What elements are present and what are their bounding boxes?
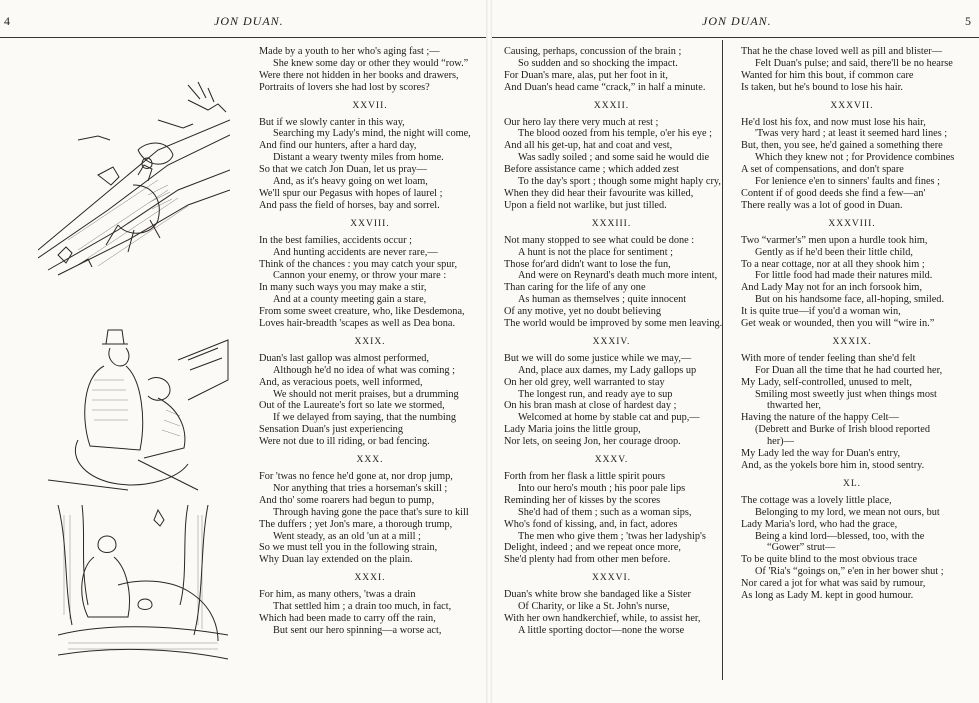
verse-line: Of 'Ria's “goings on,” e'en in her bower shut ; [755, 566, 944, 578]
verse-line: And, as it's heavy going on wet loam, [273, 176, 428, 188]
hunting-fall-illustration [38, 80, 230, 290]
verse-line: Were not due to ill riding, or bad fencing. [259, 436, 430, 448]
stanza-number: XXXIX. [832, 336, 872, 347]
verse-line: Nor cared a jot for what was said by rumour, [741, 578, 926, 590]
verse-line: To a near cottage, nor at all they shook him ; [741, 258, 925, 270]
verse-line: Of any motive, yet no doubt believing [504, 306, 661, 318]
verse-line: Were there not hidden in her books and drawers, [259, 69, 459, 81]
verse-line: Portraits of lovers she had lost by scores? [259, 81, 430, 93]
verse-line: For little food had made their natures mild. [755, 270, 933, 282]
verse-line: Duan's last gallop was almost performed, [259, 352, 429, 364]
verse-line: Made by a youth to her who's aging fast ;— [259, 46, 440, 57]
verse-line: There really was a lot of good in Duan. [741, 199, 903, 211]
verse-line: Although he'd no idea of what was coming ; [273, 364, 456, 376]
verse-line: Gently as if he'd been their little child, [755, 246, 913, 258]
stanza-number: XXXII. [593, 100, 630, 111]
verse-line: Having the nature of the happy Celt— [741, 412, 899, 424]
left-header-rule [0, 37, 486, 38]
verse-line: Get weak or wounded, then you will “wire in.” [741, 318, 935, 330]
verse-line: Wanted for him this bout, if common care [741, 69, 914, 81]
verse-line: For Duan's mare, alas, put her foot in it, [504, 69, 668, 81]
verse-line: Lady Maria's lord, who had the grace, [741, 518, 898, 530]
verse-line: And, place aux dames, my Lady gallops up [518, 364, 697, 376]
verse-line: As long as Lady M. kept in good humour. [741, 590, 914, 602]
verse-line: Upon a field not warlike, but just tilled. [504, 199, 667, 211]
verse-line: Nor lets, on seeing Jon, her courage droop. [504, 436, 681, 448]
verse-line: And, as the yokels bore him in, stood sentry. [741, 460, 925, 471]
verse-line: And hunting accidents are never rare,— [273, 246, 438, 258]
verse-line: And Duan's head came “crack,” in half a minute. [504, 81, 706, 93]
verse-line: For him, as many others, 'twas a drain [259, 589, 416, 601]
left-page [0, 0, 486, 703]
verse-line: Of Charity, or like a St. John's nurse, [518, 601, 670, 613]
verse-line: But on his handsome face, all-hoping, smiled. [755, 294, 945, 306]
stanza-number: XXXV. [594, 455, 629, 466]
verse-line: With her own handkerchief, while, to assist her, [504, 612, 701, 624]
verse-line: She'd had of them ; such as a woman sips, [518, 506, 692, 518]
right-text-column-2 [741, 46, 963, 602]
left-running-head: JON DUAN. [214, 14, 284, 28]
column-divider [722, 40, 723, 680]
verse-line: Duan's white brow she bandaged like a Sister [504, 589, 691, 601]
verse-line: Our hero lay there very much at rest ; [504, 116, 659, 128]
verse-line: Before assistance came ; which added zest [504, 164, 679, 176]
right-page-number: 5 [965, 14, 971, 28]
verse-line: Nor anything that tries a horseman's skill ; [273, 482, 448, 494]
verse-line: And all his get-up, hat and coat and vest, [504, 140, 673, 152]
verse-line: But if we slowly canter in this way, [259, 116, 405, 128]
stanza-number: XXXVI. [592, 573, 631, 584]
verse-line: The blood oozed from his temple, o'er his eye ; [518, 128, 713, 140]
stanza-number: XXVIII. [350, 218, 390, 229]
verse-line: We'll spur our Pegasus with hopes of laurel ; [259, 187, 443, 199]
verse-line: Forth from her flask a little spirit pours [504, 471, 666, 482]
verse-line: Smiling most sweetly just when things most [755, 388, 937, 400]
verse-line: Cannon your enemy, or throw your mare : [273, 270, 447, 282]
verse-line: Searching my Lady's mind, the night will come, [273, 128, 471, 140]
left-page-number: 4 [4, 14, 10, 28]
verse-line: In the best families, accidents occur ; [259, 234, 412, 246]
verse-line: Content if of good deeds she find a few—an' [741, 187, 926, 199]
verse-line: Who's fond of kissing, and, in fact, adores [504, 518, 678, 530]
verse-line: That he the chase loved well as pill and blister— [741, 46, 943, 57]
verse-line: So that we catch Jon Duan, let us pray— [259, 164, 427, 176]
verse-line: Reminding her of kisses by the scores [504, 494, 661, 506]
verse-line: A set of compensations, and don't spare [741, 164, 904, 176]
verse-line: That settled him ; a drain too much, in fact, [273, 601, 452, 613]
verse-line: And pass the field of horses, bay and sorrel. [259, 199, 440, 211]
verse-line: And Lady May not for an inch forsook him, [741, 282, 923, 294]
verse-line: Into our hero's mouth ; his poor pale lips [518, 482, 686, 494]
verse-line: To be quite blind to the most obvious trace [741, 554, 918, 566]
verse-line: Those for'ard didn't want to lose the fun, [504, 258, 671, 270]
verse-line: From some sweet creature, who, like Desdemona, [259, 306, 465, 318]
verse-line: Through having gone the pace that's sure to kill [273, 506, 469, 518]
right-header-rule [492, 37, 979, 38]
verse-line: Welcomed at home by stable cat and pup,— [518, 412, 700, 424]
verse-line: He'd lost his fox, and now must lose his hair, [741, 116, 926, 128]
verse-line: Which had been made to carry off the rain, [259, 612, 436, 624]
stanza-number: XXXIV. [592, 336, 631, 347]
verse-line: Loves hair-breadth 'scapes as well as Dea bona. [259, 318, 456, 330]
verse-line: Causing, perhaps, concussion of the brain ; [504, 46, 682, 57]
stanza-number: XXXVII. [830, 100, 874, 111]
verse-line: Felt Duan's pulse; and said, there'll be no hearse [755, 57, 953, 69]
verse-line: And, as veracious poets, well informed, [259, 376, 423, 388]
verse-line: Was sadly soiled ; and some said he would die [518, 152, 710, 164]
stanza-number: XXXIII. [591, 218, 632, 229]
verse-line: A little sporting doctor—none the worse [518, 624, 685, 636]
verse-line: The world would be improved by some men leaving. [504, 318, 723, 330]
verse-line: And were on Reynard's death much more intent, [518, 270, 718, 282]
verse-line: Is taken, but he's bound to lose his hair. [741, 81, 904, 93]
verse-line: Sensation Duan's just experiencing [259, 424, 403, 436]
verse-line: With more of tender feeling than she'd felt [741, 352, 916, 364]
verse-line: The cottage was a lovely little place, [741, 494, 892, 506]
verse-line: Which they knew not ; for Providence combines [755, 152, 955, 164]
stanza-number: XXXI. [354, 573, 386, 584]
verse-line: On his bran mash at close of hardest day ; [504, 400, 677, 412]
verse-line: Belonging to my lord, we mean not ours, but [755, 506, 940, 518]
left-text-column [259, 46, 481, 637]
stanza-number: XXVII. [352, 100, 388, 111]
verse-line: And find our hunters, after a hard day, [259, 140, 417, 152]
verse-line: When they did hear their favourite was killed, [504, 187, 694, 199]
verse-line: her)— [767, 436, 794, 448]
verse-line: The duffers ; yet Jon's mare, a thorough trump, [259, 518, 453, 530]
verse-line: Lady Maria joins the little group, [504, 424, 641, 436]
verse-line: On her old grey, well warranted to stay [504, 376, 665, 388]
verse-line: Delight, indeed ; and we repeat once more, [504, 542, 681, 554]
lady-tending-rider-illustration [38, 320, 230, 495]
verse-line: For 'twas no fence he'd gone at, nor drop jump, [259, 471, 453, 482]
verse-line: 'Twas very hard ; at least it seemed hard lines ; [755, 128, 948, 140]
verse-line: And tho' some roarers had begun to pump, [259, 494, 435, 506]
verse-line: But we will do some justice while we may,— [504, 352, 692, 364]
stanza-number: XXXVIII. [828, 218, 876, 229]
stanza-number: XXIX. [354, 336, 386, 347]
verse-line: If we delayed from saying, that the numbing [273, 412, 457, 424]
verse-line: But sent our hero spinning—a worse act, [273, 624, 442, 636]
verse-line: My Lady led the way for Duan's entry, [741, 448, 901, 460]
verse-line: So sudden and so shocking the impact. [518, 57, 678, 69]
verse-line: Than caring for the life of any one [504, 282, 646, 294]
verse-line: thwarted her, [767, 400, 821, 412]
verse-line: Why Duan lay extended on the plain. [259, 554, 413, 566]
verse-line: She knew some day or other they would “row.” [273, 57, 469, 69]
right-running-head: JON DUAN. [702, 14, 772, 28]
verse-line: To the day's sport ; though some might haply cry, [518, 176, 721, 188]
verse-line: “Gower” strut— [767, 542, 836, 554]
verse-line: Not many stopped to see what could be done : [504, 234, 695, 246]
right-page [492, 0, 979, 703]
stanza-number: XL. [842, 478, 862, 489]
verse-line: Went steady, as an old 'un at a mill ; [273, 530, 421, 542]
verse-line: We should not merit praises, but a drumming [273, 388, 459, 400]
verse-line: As human as themselves ; quite innocent [518, 294, 687, 306]
bedside-illustration [38, 505, 230, 675]
verse-line: Think of the chances : you may catch your spur, [259, 258, 458, 270]
verse-line: Distant a weary twenty miles from home. [273, 152, 444, 164]
stanza-number: XXX. [356, 455, 384, 466]
verse-line: The men who give them ; 'twas her ladyship's [518, 530, 706, 542]
verse-line: For Duan all the time that he had courted her, [755, 364, 943, 376]
verse-line: For lenience e'en to sinners' faults and fines ; [755, 176, 940, 188]
verse-line: And at a county meeting gain a stare, [273, 294, 427, 306]
verse-line: So we must tell you in the following strain, [259, 542, 438, 554]
verse-line: But, then, you see, he'd gained a something there [741, 140, 943, 152]
verse-line: The longest run, and ready aye to sup [518, 388, 673, 400]
verse-line: Being a kind lord—blessed, too, with the [755, 530, 925, 542]
verse-line: It is quite true—if you'd a woman win, [741, 306, 901, 318]
right-text-column-1 [504, 46, 723, 637]
verse-line: In many such ways you may make a stir, [259, 282, 427, 294]
verse-line: Out of the Laureate's fort so late we stormed, [259, 400, 445, 412]
verse-line: A hunt is not the place for sentiment ; [518, 246, 673, 258]
verse-line: My Lady, self-controlled, unused to melt, [741, 376, 912, 388]
verse-line: (Debrett and Burke of Irish blood reported [755, 424, 930, 436]
verse-line: Two “varmer's” men upon a hurdle took him, [741, 234, 928, 246]
verse-line: She'd plenty had from other men before. [504, 554, 671, 566]
